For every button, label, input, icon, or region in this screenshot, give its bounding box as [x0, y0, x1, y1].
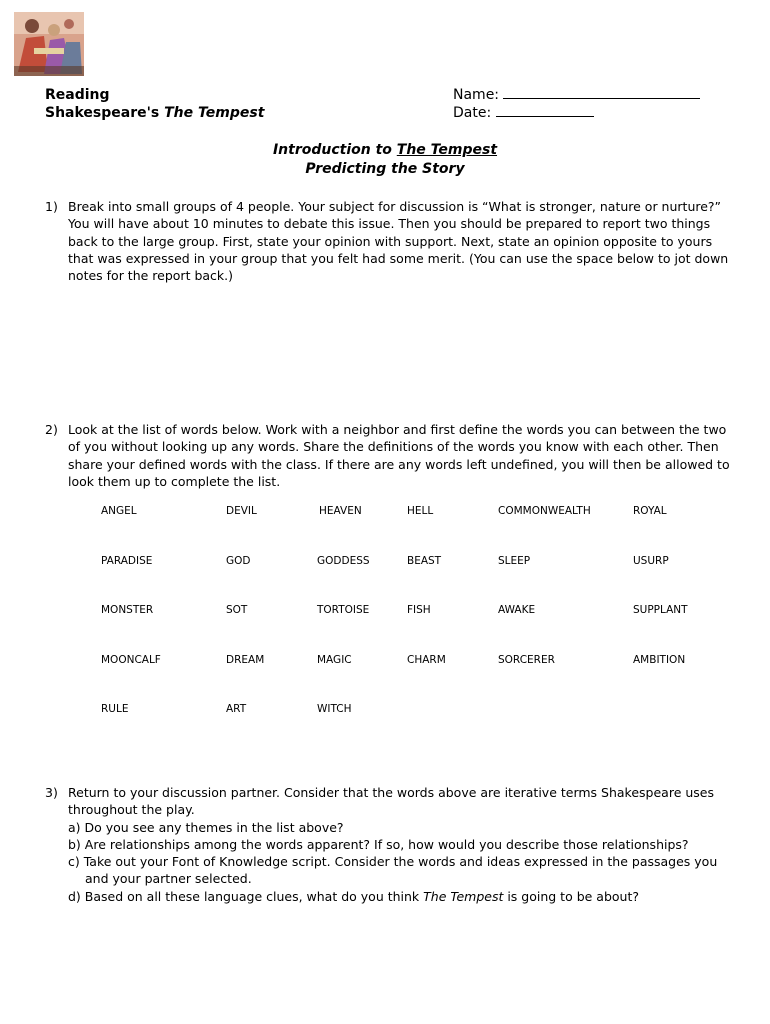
- clipart-logo: [14, 12, 84, 76]
- date-label: Date:: [453, 105, 492, 121]
- title-prefix: Introduction to: [272, 142, 397, 158]
- text-line: look them up to complete the list.: [68, 473, 281, 489]
- d-prefix: d) Based on all these language clues, what do you think: [68, 888, 424, 904]
- sub-question-c-continued: and your partner selected.: [85, 871, 252, 887]
- word-goddess: GODDESS: [317, 555, 370, 567]
- name-line: [453, 86, 700, 104]
- sub-question-a: a) Do you see any themes in the list above?: [68, 819, 344, 835]
- sub-question-d: [68, 888, 735, 905]
- title-line-2: Predicting the Story: [305, 161, 465, 177]
- question-2: [45, 421, 735, 490]
- question-3: [45, 784, 735, 905]
- name-label: Name:: [453, 87, 500, 103]
- word-commonwealth: COMMONWEALTH: [498, 505, 591, 517]
- word-magic: MAGIC: [317, 654, 352, 666]
- text-line: Break into small groups of 4 people. Your subject for discussion is “What is stronger, nature or nurture?”: [68, 199, 722, 214]
- word-sleep: SLEEP: [498, 555, 531, 567]
- question-number: 3): [45, 785, 58, 800]
- word-usurp: USURP: [633, 555, 669, 567]
- word-dream: DREAM: [226, 654, 265, 666]
- name-blank[interactable]: [503, 86, 700, 99]
- text-line: Look at the list of words below. Work with a neighbor and first define the words you can between the two: [68, 422, 727, 437]
- sub-question-b: b) Are relationships among the words apparent? If so, how would you describe those relationships?: [68, 836, 689, 852]
- word-charm: CHARM: [407, 654, 446, 666]
- word-witch: WITCH: [317, 703, 352, 715]
- word-beast: BEAST: [407, 555, 442, 567]
- d-play-title: The Tempest: [423, 888, 504, 904]
- sub-question-c: c) Take out your Font of Knowledge script. Consider the words and ideas expressed in the passages you: [68, 854, 718, 870]
- word-heaven: HEAVEN: [319, 505, 362, 517]
- text-line: share your defined words with the class. If there are any words left undefined, you will then be allowed to: [68, 456, 730, 472]
- word-hell: HELL: [407, 505, 434, 517]
- text-line: that was expressed in your group that you felt had some merit. (You can use the space below to jot down: [68, 250, 729, 266]
- question-text: [68, 784, 735, 819]
- page-title: [0, 141, 770, 179]
- word-fish: FISH: [407, 604, 431, 616]
- word-sorcerer: SORCERER: [498, 654, 555, 666]
- text-line: notes for the report back.): [68, 268, 234, 284]
- word-god: GOD: [226, 555, 251, 567]
- title-play: The Tempest: [396, 142, 498, 158]
- word-devil: DEVIL: [226, 505, 257, 517]
- word-ambition: AMBITION: [633, 654, 686, 666]
- unit-name: [45, 104, 264, 122]
- text-line: throughout the play.: [68, 802, 195, 818]
- question-text: [68, 421, 735, 490]
- word-monster: MONSTER: [101, 604, 154, 616]
- word-tortoise: TORTOISE: [317, 604, 370, 616]
- text-line: back to the large group. First, state your opinion with support. Next, state an opinion opposite to yours: [68, 233, 713, 249]
- d-suffix: is going to be about?: [503, 888, 639, 904]
- date-blank[interactable]: [496, 104, 594, 117]
- word-awake: AWAKE: [498, 604, 536, 616]
- question-number: 1): [45, 199, 58, 214]
- word-angel: ANGEL: [101, 505, 137, 517]
- question-1: [45, 198, 735, 284]
- unit-prefix: Shakespeare's: [45, 105, 165, 121]
- word-mooncalf: MOONCALF: [101, 654, 161, 666]
- unit-title: The Tempest: [164, 105, 265, 121]
- course-header: [45, 86, 264, 122]
- word-royal: ROYAL: [633, 505, 667, 517]
- word-art: ART: [226, 703, 247, 715]
- text-line: You will have about 10 minutes to debate this issue. Then you should be prepared to report two things: [68, 216, 711, 232]
- word-rule: RULE: [101, 703, 129, 715]
- question-number: 2): [45, 422, 58, 437]
- text-line: Return to your discussion partner. Consider that the words above are iterative terms Shakespeare uses: [68, 785, 715, 800]
- title-line-1: [0, 141, 770, 160]
- word-supplant: SUPPLANT: [633, 604, 688, 616]
- course-name: Reading: [45, 87, 110, 103]
- date-line: [453, 104, 700, 122]
- word-paradise: PARADISE: [101, 555, 153, 567]
- question-text: [68, 198, 735, 284]
- text-line: of you without looking up any words. Share the definitions of the words you know with each other. Then: [68, 439, 719, 455]
- word-sot: SOT: [226, 604, 248, 616]
- student-info: [453, 86, 700, 122]
